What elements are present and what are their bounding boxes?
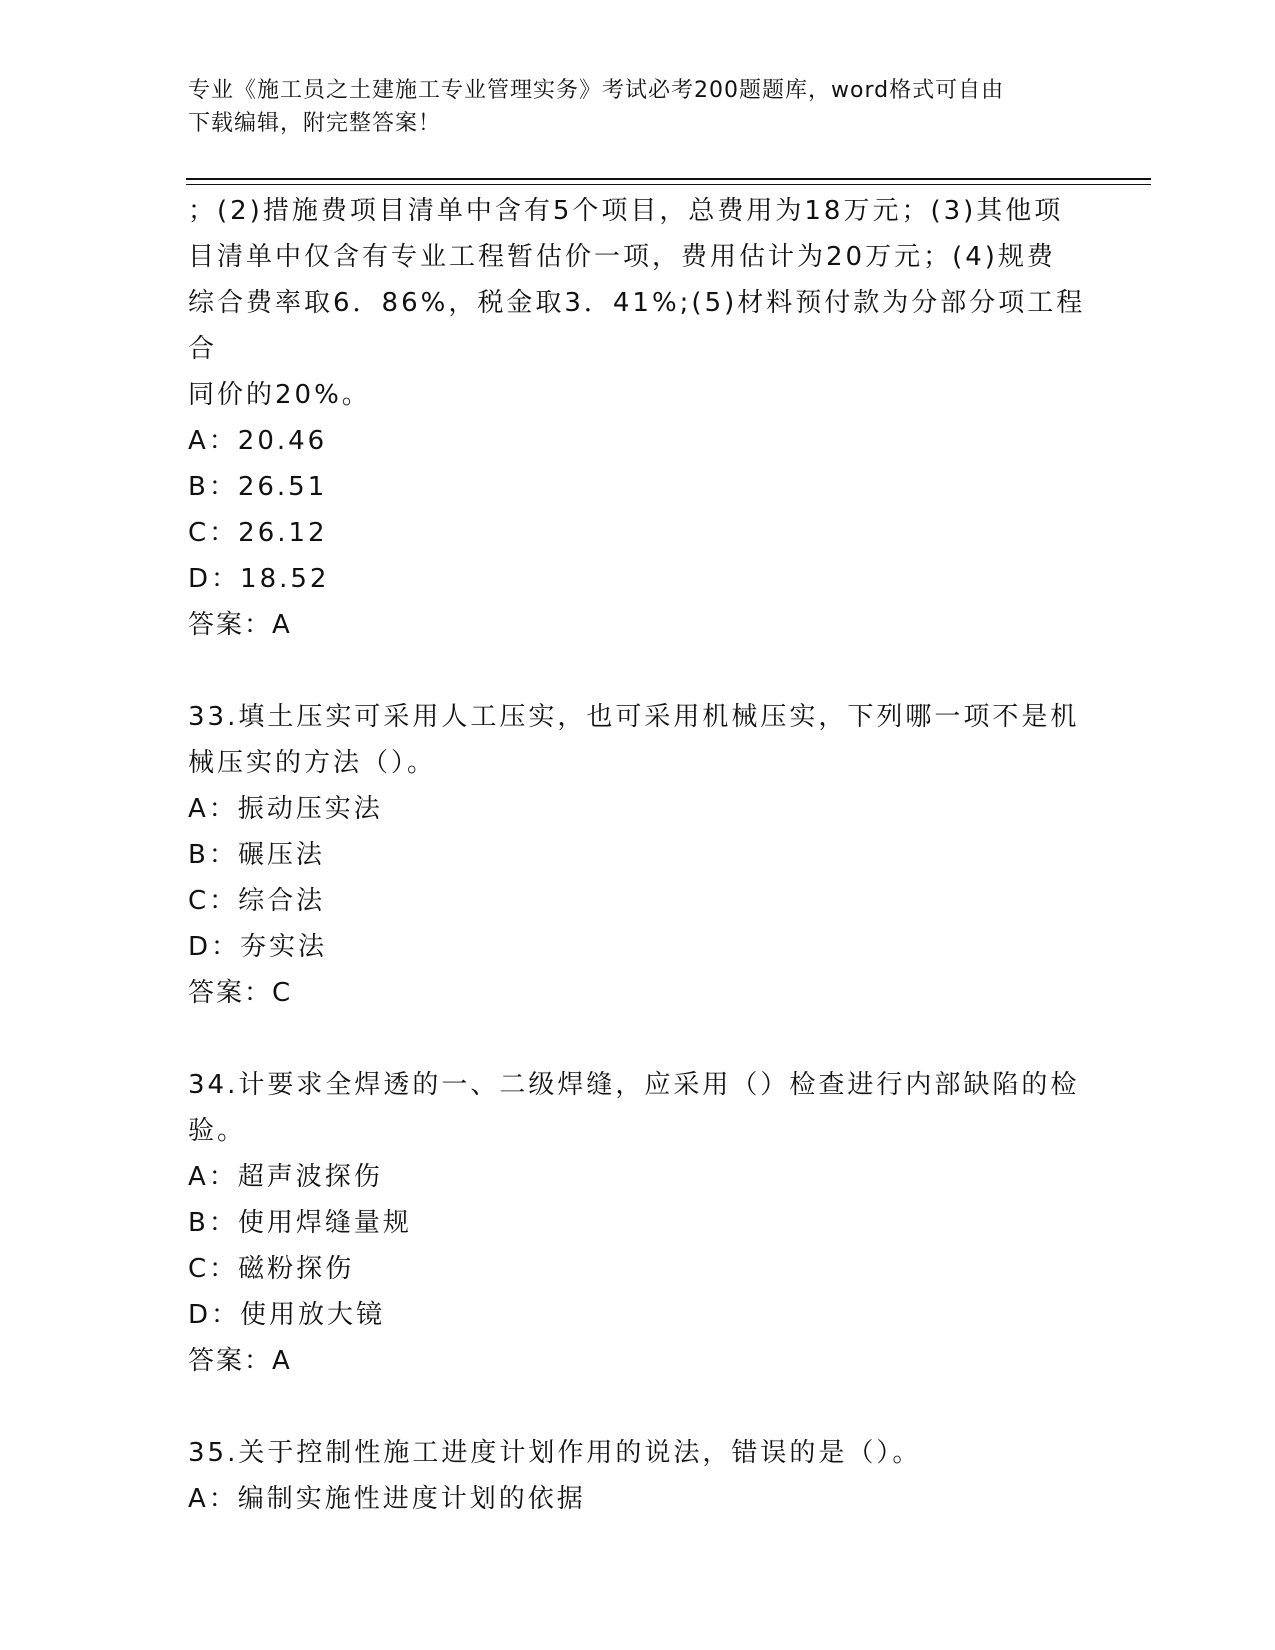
option-c: C：26.12	[188, 518, 328, 548]
question-stem	[188, 694, 1088, 786]
question-block	[188, 1062, 1088, 1384]
header-divider-thin	[186, 184, 1151, 185]
option-b: B：使用焊缝量规	[188, 1208, 412, 1238]
question-stem	[188, 1062, 1088, 1154]
stem-line: 目清单中仅含有专业工程暂估价一项，费用估计为20万元；(4)规费	[188, 242, 1056, 272]
option-c: C：磁粉探伤	[188, 1254, 355, 1284]
document-body	[188, 188, 1088, 1522]
stem-line: 34.计要求全焊透的一、二级焊缝，应采用（）检查进行内部缺陷的检	[188, 1070, 1080, 1100]
option-b: B：碾压法	[188, 840, 325, 870]
option-c: C：综合法	[188, 886, 326, 916]
stem-line: ；(2)措施费项目清单中含有5个项目，总费用为18万元；(3)其他项	[188, 196, 1064, 226]
answer-line: 答案：A	[188, 1346, 292, 1376]
header-divider-thick	[186, 178, 1151, 180]
stem-line: 验。	[188, 1116, 247, 1146]
option-d: D：18.52	[188, 564, 330, 594]
header-title-line-1: 专业《施工员之土建施工专业管理实务》考试必考200题题库，word格式可自由	[188, 78, 1005, 103]
stem-line: 35.关于控制性施工进度计划作用的说法，错误的是（）。	[188, 1438, 922, 1468]
question-stem	[188, 188, 1088, 418]
option-d: D：使用放大镜	[188, 1300, 386, 1330]
option-a: A：编制实施性进度计划的依据	[188, 1484, 586, 1514]
option-a: A：20.46	[188, 426, 328, 456]
answer-line: 答案：A	[188, 610, 292, 640]
option-d: D：夯实法	[188, 932, 328, 962]
spacer	[188, 1384, 1088, 1430]
spacer	[188, 648, 1088, 694]
question-block	[188, 188, 1088, 648]
option-a: A：超声波探伤	[188, 1162, 383, 1192]
spacer	[188, 1016, 1088, 1062]
document-header	[188, 74, 1088, 140]
stem-line: 33.填土压实可采用人工压实，也可采用机械压实，下列哪一项不是机	[188, 702, 1080, 732]
question-stem	[188, 1430, 1088, 1476]
stem-line: 同价的20%。	[188, 380, 371, 410]
option-b: B：26.51	[188, 472, 328, 502]
answer-line: 答案：C	[188, 978, 293, 1008]
stem-line: 械压实的方法（）。	[188, 748, 437, 778]
option-a: A：振动压实法	[188, 794, 383, 824]
question-block	[188, 694, 1088, 1016]
question-block	[188, 1430, 1088, 1522]
stem-line: 综合费率取6．86%，税金取3．41%;(5)材料预付款为分部分项工程合	[188, 288, 1086, 364]
header-title-line-2: 下载编辑，附完整答案！	[188, 111, 442, 136]
